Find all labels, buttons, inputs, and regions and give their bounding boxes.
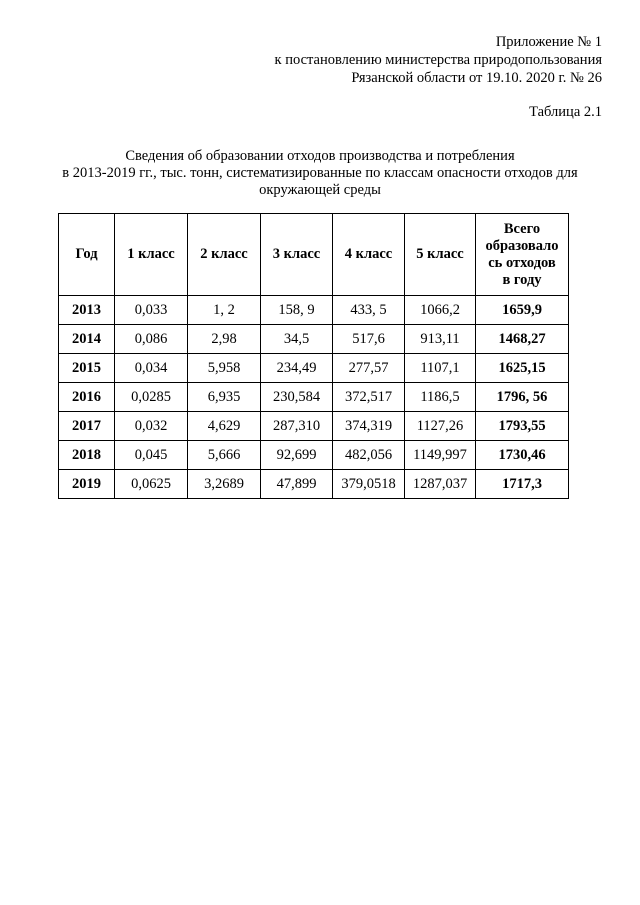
cell-class-1: 0,0285 [115,383,188,412]
cell-year: 2016 [59,383,115,412]
table-title [40,148,600,199]
waste-table [58,213,569,499]
cell-class-4: 379,0518 [333,470,405,499]
cell-year: 2018 [59,441,115,470]
cell-class-4: 433, 5 [333,296,405,325]
title-line-1: Сведения об образовании отходов производства и потребления [125,148,515,164]
cell-total: 1659,9 [476,296,569,325]
cell-class-5: 1149,997 [405,441,476,470]
header-total-line-1: Всего [503,220,541,237]
header-total-line-4: в году [502,271,542,288]
cell-class-2: 3,2689 [188,470,261,499]
cell-class-1: 0,034 [115,354,188,383]
header-year: Год [59,214,115,296]
header-class-2: 2 класс [188,214,261,296]
cell-total: 1796, 56 [476,383,569,412]
cell-class-1: 0,032 [115,412,188,441]
cell-class-3: 230,584 [261,383,333,412]
cell-class-4: 372,517 [333,383,405,412]
header-total-line-2: образовало [485,237,559,254]
cell-class-3: 92,699 [261,441,333,470]
appendix-line-2: к постановлению министерства природопользования [274,52,602,68]
cell-class-1: 0,086 [115,325,188,354]
cell-total: 1730,46 [476,441,569,470]
appendix-line-3: Рязанской области от 19.10. 2020 г. № 26 [351,70,602,86]
cell-class-2: 5,958 [188,354,261,383]
cell-class-4: 517,6 [333,325,405,354]
table-row [59,383,569,412]
appendix-header [275,33,602,87]
cell-class-3: 47,899 [261,470,333,499]
cell-class-4: 277,57 [333,354,405,383]
cell-total: 1793,55 [476,412,569,441]
cell-class-1: 0,0625 [115,470,188,499]
cell-year: 2017 [59,412,115,441]
cell-class-4: 374,319 [333,412,405,441]
cell-class-2: 4,629 [188,412,261,441]
table-row [59,354,569,383]
appendix-line-1: Приложение № 1 [495,34,602,50]
cell-class-5: 1066,2 [405,296,476,325]
cell-class-5: 1186,5 [405,383,476,412]
table-header-row [59,214,569,296]
header-total [476,214,569,296]
cell-class-5: 1107,1 [405,354,476,383]
cell-class-2: 5,666 [188,441,261,470]
cell-class-5: 913,11 [405,325,476,354]
header-class-4: 4 класс [333,214,405,296]
cell-class-4: 482,056 [333,441,405,470]
title-line-3: окружающей среды [259,182,381,198]
title-line-2: в 2013-2019 гг., тыс. тонн, систематизированные по классам опасности отходов для [62,165,578,181]
cell-class-3: 158, 9 [261,296,333,325]
cell-total: 1625,15 [476,354,569,383]
header-total-line-3: сь отходов [488,254,556,271]
cell-year: 2019 [59,470,115,499]
cell-class-5: 1287,037 [405,470,476,499]
cell-class-3: 234,49 [261,354,333,383]
header-class-1: 1 класс [115,214,188,296]
cell-class-2: 1, 2 [188,296,261,325]
table-row [59,412,569,441]
header-class-3: 3 класс [261,214,333,296]
cell-class-1: 0,033 [115,296,188,325]
table-label: Таблица 2.1 [529,104,602,120]
cell-class-2: 6,935 [188,383,261,412]
cell-class-3: 34,5 [261,325,333,354]
cell-year: 2013 [59,296,115,325]
header-class-5: 5 класс [405,214,476,296]
cell-year: 2015 [59,354,115,383]
cell-class-3: 287,310 [261,412,333,441]
cell-class-2: 2,98 [188,325,261,354]
table-row [59,470,569,499]
cell-class-1: 0,045 [115,441,188,470]
cell-total: 1468,27 [476,325,569,354]
cell-class-5: 1127,26 [405,412,476,441]
table-row [59,325,569,354]
cell-year: 2014 [59,325,115,354]
cell-total: 1717,3 [476,470,569,499]
table-row [59,441,569,470]
table-row [59,296,569,325]
